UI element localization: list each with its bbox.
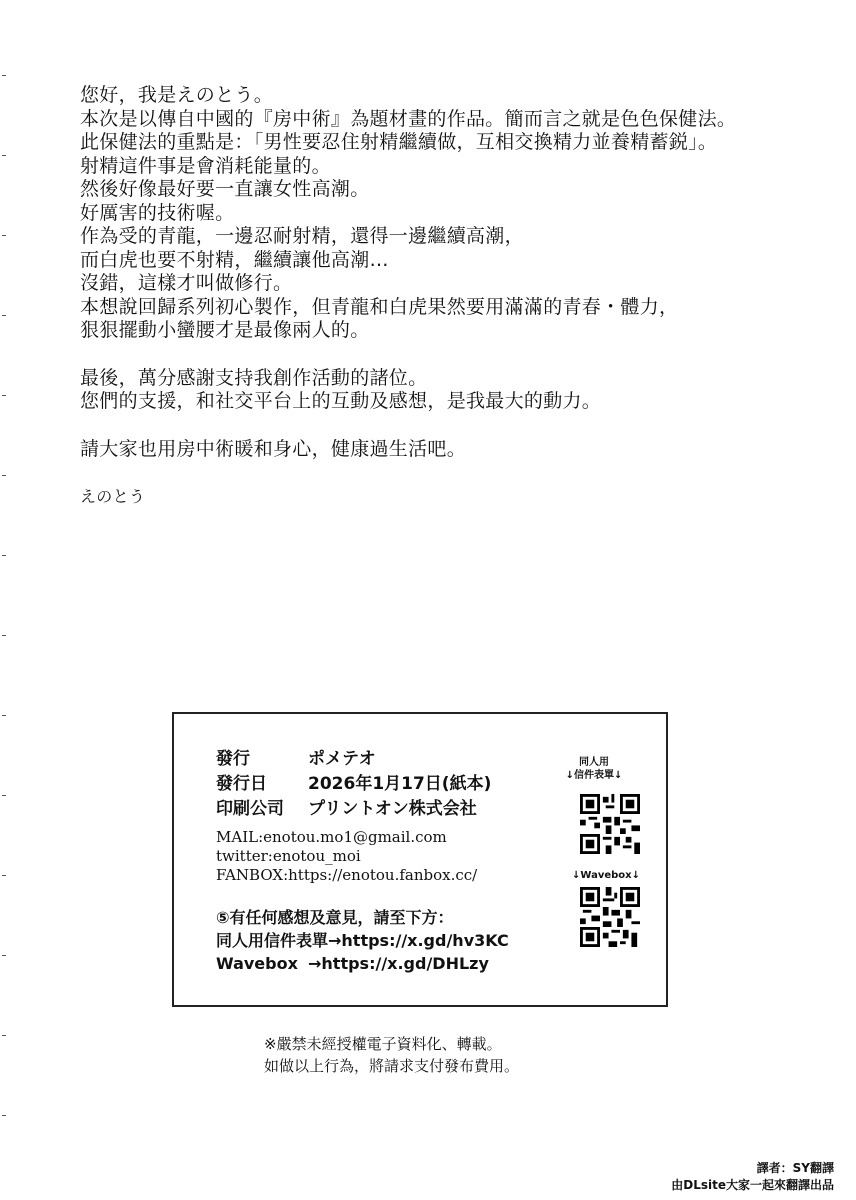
qr1-label [544,756,644,782]
qr-code-icon [580,794,640,854]
translator-credit [671,1160,834,1194]
margin-tick [2,155,6,156]
afterword-line: 最後，萬分感謝支持我創作活動的諸位。 [80,366,428,389]
margin-tick [2,1035,6,1036]
margin-tick [2,315,6,316]
afterword-line: 然後好像最好要一直讓女性高潮。 [80,178,370,200]
qr1-label-line: ↓信件表單↓ [565,770,623,781]
feedback-info [216,906,509,975]
printer-value: プリントオン株式会社 [308,799,477,819]
afterword [80,84,780,509]
contact-info [216,828,477,885]
publish-date-row [216,769,491,794]
publisher-row [216,744,376,769]
publisher-label: 發行 [216,749,250,769]
margin-tick [2,555,6,556]
wavebox-link: →https://x.gd/DHLzy [308,954,489,973]
qr1-label-line: 同人用 [579,757,609,768]
afterword-line: 本次是以傳自中國的『房中術』為題材畫的作品。簡而言之就是色色保健法。 [80,107,737,130]
afterword-line: 好厲害的技術喔。 [80,201,235,224]
margin-tick [2,635,6,636]
margin-tick [2,235,6,236]
margin-tick [2,75,6,76]
credit-line: 譯者：SY翻譯 [756,1161,834,1175]
mail-address: MAIL:enotou.mo1@gmail.com [216,828,447,846]
margin-tick [2,1115,6,1116]
author-signature: えのとう [80,487,146,506]
feedback-heading: ⑤有任何感想及意見，請至下方： [216,908,454,927]
afterword-line: 您好，我是えのとう。 [80,84,274,106]
afterword-line: 您們的支援，和社交平台上的互動及感想，是我最大的動力。 [80,390,602,412]
printer-row [216,794,477,819]
margin-tick [2,715,6,716]
credit-line: 由DLsite大家一起來翻譯出品 [671,1178,834,1192]
margin-tick [2,475,6,476]
notice-line: 如做以上行為，將請求支付發布費用。 [264,1057,520,1075]
wavebox-label: Wavebox [216,954,298,973]
afterword-line: 射精這件事是會消耗能量的。 [80,154,331,177]
publish-date-value: 2026年1月17日(紙本) [308,774,492,794]
afterword-line: 本想說回歸系列初心製作，但青龍和白虎果然要用滿滿的青春・體力， [80,295,679,318]
margin-tick [2,395,6,396]
form-link: 同人用信件表單→https://x.gd/hv3KC [216,931,509,950]
publisher-value: ポメテオ [308,749,376,769]
twitter-handle: twitter:enotou_moi [216,847,361,865]
printer-label: 印刷公司 [216,799,284,819]
qr-code-icon [580,887,640,947]
afterword-line: 而白虎也要不射精，繼續讓他高潮… [80,248,389,271]
afterword-line: 作為受的青龍，一邊忍耐射精，還得一邊繼續高潮， [80,225,524,247]
afterword-line: 狠狠擺動小蠻腰才是最像兩人的。 [80,319,370,341]
copyright-notice [264,1033,519,1077]
margin-tick [2,875,6,876]
wavebox-row [216,952,509,975]
margin-tick [2,795,6,796]
afterword-line: 沒錯，這樣才叫做修行。 [80,272,293,294]
fanbox-link: FANBOX:https://enotou.fanbox.cc/ [216,866,478,884]
publish-date-label: 發行日 [216,774,267,794]
notice-line: ※嚴禁未經授權電子資料化、轉載。 [264,1035,502,1053]
margin-tick [2,955,6,956]
afterword-line: 此保健法的重點是：「男性要忍住射精繼續做，互相交換精力並養精蓄鋭」。 [80,131,718,153]
colophon-box [172,712,668,1007]
afterword-line: 請大家也用房中術暖和身心，健康過生活吧。 [80,437,467,460]
qr2-label: ↓Wavebox↓ [572,870,640,881]
